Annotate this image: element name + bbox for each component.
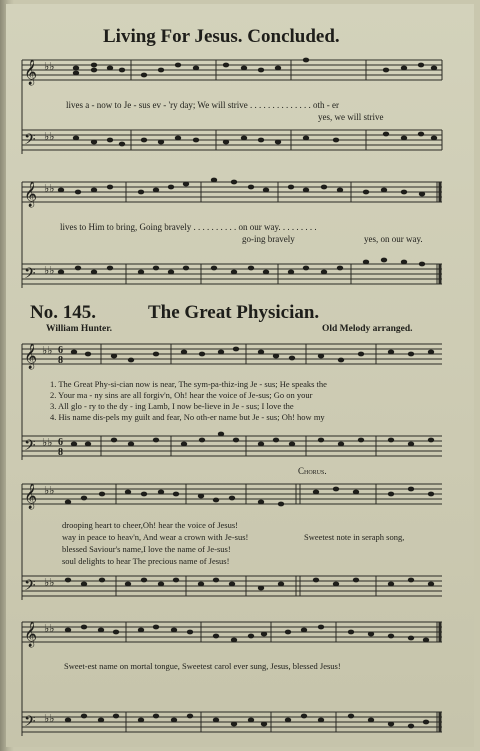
author: William Hunter. xyxy=(46,324,112,334)
svg-text:𝄞: 𝄞 xyxy=(24,181,38,206)
chorus-line-1: Sweetest note in seraph song, xyxy=(304,532,405,542)
svg-text:𝄢: 𝄢 xyxy=(24,131,36,151)
lyrics-line: lives to Him to bring, Going bravely . . . . . . . . . . on our way. . . . . . . . . xyxy=(60,222,317,232)
verse-1: 1. The Great Phy-si-cian now is near, The sym-pa-thiz-ing Je - sus; He speaks the xyxy=(50,379,327,389)
verse-ending-2: way in peace to heav'n, And wear a crown with Je-sus! xyxy=(62,532,249,542)
svg-text:6: 6 xyxy=(58,345,63,356)
svg-text:𝄞: 𝄞 xyxy=(24,483,38,508)
svg-text:♭♭: ♭♭ xyxy=(44,183,55,195)
chorus-line-2: Sweet-est name on mortal tongue, Sweetest carol ever sung, Jesus, blessed Jesus! xyxy=(64,661,341,671)
chorus-label: Chorus. xyxy=(298,466,327,476)
svg-text:𝄢: 𝄢 xyxy=(24,437,36,457)
svg-text:♭♭: ♭♭ xyxy=(42,437,53,449)
verse-ending-4: soul delights to hear The precious name of Jesus! xyxy=(62,556,230,566)
hymn-title: The Great Physician. xyxy=(148,302,320,323)
lyrics-alt-line: yes, on our way. xyxy=(364,234,423,244)
svg-text:6: 6 xyxy=(58,437,63,448)
verse-ending-1: drooping heart to cheer,Oh! hear the voice of Jesus! xyxy=(62,520,238,530)
lyrics-alt-line: go-ing bravely xyxy=(242,234,295,244)
verse-ending-3: blessed Saviour's name,I love the name of Je-sus! xyxy=(62,544,231,554)
svg-text:♭♭: ♭♭ xyxy=(44,577,55,589)
hymnal-page xyxy=(6,4,474,747)
svg-text:♭♭: ♭♭ xyxy=(42,345,53,357)
hymn-number: No. 145. xyxy=(30,302,96,323)
svg-text:𝄢: 𝄢 xyxy=(24,713,36,733)
verse-3: 3. All glo - ry to the dy - ing Lamb, I now be-lieve in Je - sus; I love the xyxy=(50,401,294,411)
lyrics-line: lives a - now to Je - sus ev - 'ry day; We will strive . . . . . . . . . . . . . . oth - er xyxy=(66,100,339,110)
music-system-4 xyxy=(6,478,474,608)
verse-2: 2. Your ma - ny sins are all forgiv'n, Oh! hear the voice of Je-sus; Go on your xyxy=(50,390,313,400)
verse-4: 4. His name dis-pels my guilt and fear, No oth-er name but Je - sus; Oh! how my xyxy=(50,412,325,422)
arranger: Old Melody arranged. xyxy=(322,324,413,334)
svg-text:𝄞: 𝄞 xyxy=(24,343,38,368)
svg-text:♭♭: ♭♭ xyxy=(44,485,55,497)
page-title: Living For Jesus. Concluded. xyxy=(103,26,340,47)
svg-text:♭♭: ♭♭ xyxy=(44,131,55,143)
svg-text:♭♭: ♭♭ xyxy=(44,265,55,277)
lyrics-alt-line: yes, we will strive xyxy=(318,112,384,122)
svg-text:♭♭: ♭♭ xyxy=(44,713,55,725)
svg-text:𝄞: 𝄞 xyxy=(24,621,38,646)
svg-text:𝄞: 𝄞 xyxy=(24,59,38,84)
svg-text:𝄢: 𝄢 xyxy=(24,577,36,597)
music-system-5 xyxy=(6,616,474,744)
svg-text:♭♭: ♭♭ xyxy=(44,61,55,73)
svg-text:8: 8 xyxy=(58,355,63,366)
svg-text:8: 8 xyxy=(58,447,63,458)
svg-text:𝄢: 𝄢 xyxy=(24,265,36,285)
svg-text:♭♭: ♭♭ xyxy=(44,623,55,635)
